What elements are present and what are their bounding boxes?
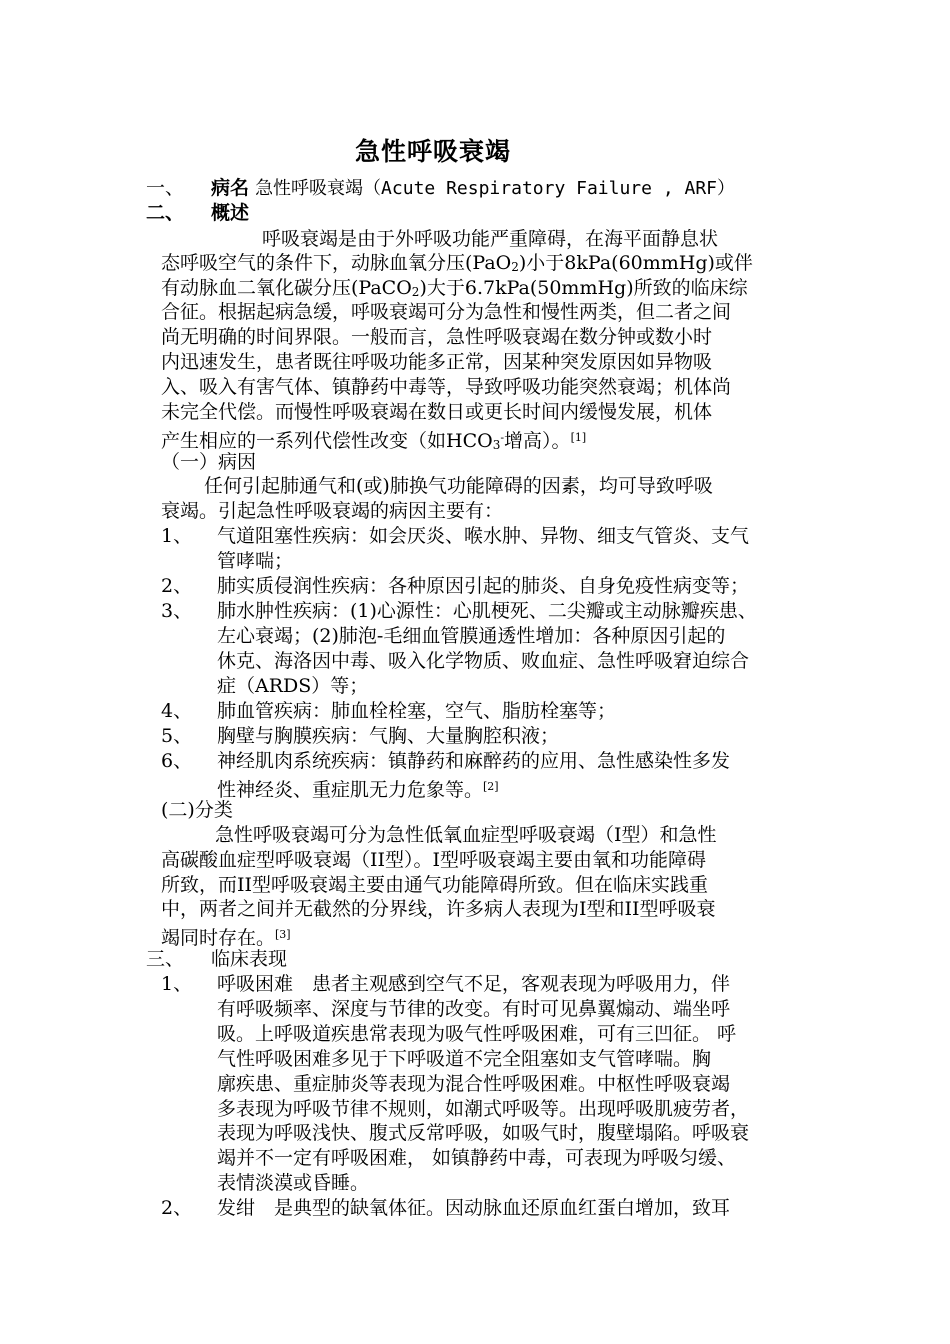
clinical-item-1-number: 1、 [161,973,193,995]
section-1-line [211,176,735,201]
classify-line-1: 急性呼吸衰竭可分为急性低氧血症型呼吸衰竭（I型）和急性 [215,824,717,846]
cause-intro-line-2: 衰竭。引起急性呼吸衰竭的病因主要有： [161,500,504,522]
page-title: 急性呼吸衰竭 [354,137,511,166]
clinical-item-1-line-7: 表现为呼吸浅快、腹式反常呼吸，如吸气时，腹壁塌陷。呼吸衰 [217,1122,750,1144]
overview-line-3: 有动脉血二氧化碳分压(PaCO$_2$)大于6.7kPa(50mmHg)所致的临床综 [161,277,748,299]
clinical-item-1-line-2: 有呼吸频率、深度与节律的改变。有时可见鼻翼煽动、端坐呼 [217,998,731,1020]
section-1-text: 急性呼吸衰竭（Acute Respiratory Failure , ARF） [255,178,736,199]
cause-intro-line-1: 任何引起肺通气和(或)肺换气功能障碍的因素，均可导致呼吸 [204,475,713,497]
cause-item-3-line-4: 症（ARDS）等； [217,675,369,697]
cause-item-3-line-1: 肺水肿性疾病：(1)心源性：心肌梗死、二尖瓣或主动脉瓣疾患、 [217,600,757,622]
section-1-number: 一、 [146,177,185,199]
cause-item-1-line-2: 管哮喘； [217,550,294,572]
classify-line-3: 所致，而II型呼吸衰竭主要由通气功能障碍所致。但在临床实践重 [161,874,709,896]
overview-line-6: 内迅速发生，患者既往呼吸功能多正常，因某种突发原因如异物吸 [161,351,713,373]
reference-1: [1] [570,431,587,444]
overview-line-5: 尚无明确的时间界限。一般而言，急性呼吸衰竭在数分钟或数小时 [161,326,713,348]
section-3-number: 三、 [146,948,185,970]
cause-item-3-line-3: 休克、海洛因中毒、吸入化学物质、败血症、急性呼吸窘迫综合 [217,650,750,672]
overview-line-7: 入、吸入有害气体、镇静药中毒等，导致呼吸功能突然衰竭；机体尚 [161,376,732,398]
cause-item-6-line-1: 神经肌肉系统疾病：镇静药和麻醉药的应用、急性感染性多发 [217,750,731,772]
clinical-item-2-line-1: 发绀 是典型的缺氧体征。因动脉血还原血红蛋白增加，致耳 [217,1197,731,1219]
reference-3: [3] [275,928,291,941]
overview-line-1: 呼吸衰竭是由于外呼吸功能严重障碍，在海平面静息状 [262,228,719,250]
cause-item-3-line-2: 左心衰竭；(2)肺泡-毛细血管膜通透性增加：各种原因引起的 [217,625,726,647]
cause-heading: （一）病因 [161,451,257,473]
cause-item-6-line-2: 性神经炎、重症肌无力危象等。[2] [217,779,499,801]
classify-heading: (二)分类 [161,799,233,821]
cause-item-5-number: 5、 [161,725,193,747]
section-2-label: 概述 [211,202,250,224]
cause-item-2-number: 2、 [161,575,193,597]
clinical-item-1-line-4: 气性呼吸困难多见于下呼吸道不完全阻塞如支气管哮喘。胸 [217,1048,712,1070]
classify-line-5: 竭同时存在。[3] [161,927,291,949]
clinical-item-1-line-6: 多表现为呼吸节律不规则，如潮式呼吸等。出现呼吸肌疲劳者， [217,1098,750,1120]
clinical-item-1-line-8: 竭并不一定有呼吸困难， 如镇静药中毒，可表现为呼吸匀缓、 [217,1147,737,1169]
overview-line-4: 合征。根据起病急缓，呼吸衰竭可分为急性和慢性两类，但二者之间 [161,301,732,323]
cause-item-4-line-1: 肺血管疾病：肺血栓栓塞，空气、脂肪栓塞等； [217,700,617,722]
cause-item-6-number: 6、 [161,750,193,772]
section-1-label: 病名 [211,177,250,199]
clinical-item-1-line-5: 廓疾患、重症肺炎等表现为混合性呼吸困难。中枢性呼吸衰竭 [217,1073,731,1095]
cause-item-1-line-1: 气道阻塞性疾病：如会厌炎、喉水肿、异物、细支气管炎、支气 [217,525,750,547]
overview-line-9: 产生相应的一系列代偿性改变（如$HCO_3^-$增高）。[1] [161,430,587,452]
cause-item-3-number: 3、 [161,600,193,622]
clinical-item-1-line-1: 呼吸困难 患者主观感到空气不足，客观表现为呼吸用力，伴 [217,973,731,995]
clinical-item-1-line-3: 吸。上呼吸道疾患常表现为吸气性呼吸困难，可有三凹征。 呼 [217,1023,737,1045]
overview-line-8: 未完全代偿。而慢性呼吸衰竭在数日或更长时间内缓慢发展，机体 [161,401,713,423]
cause-item-2-line-1: 肺实质侵润性疾病：各种原因引起的肺炎、自身免疫性病变等； [217,575,750,597]
reference-2: [2] [483,780,499,793]
section-3-label: 临床表现 [211,948,288,970]
cause-item-4-number: 4、 [161,700,193,722]
section-2-number: 二、 [146,202,185,224]
clinical-item-2-number: 2、 [161,1197,193,1219]
cause-item-1-number: 1、 [161,525,193,547]
clinical-item-1-line-9: 表情淡漠或昏睡。 [217,1172,370,1194]
overview-line-2: 态呼吸空气的条件下，动脉血氧分压(PaO$_2$)小于8kPa(60mmHg)或伴 [161,252,753,274]
classify-line-2: 高碳酸血症型呼吸衰竭（II型）。I型呼吸衰竭主要由氧和功能障碍 [161,849,707,871]
classify-line-4: 中，两者之间并无截然的分界线，许多病人表现为I型和II型呼吸衰 [161,898,716,920]
cause-item-5-line-1: 胸壁与胸膜疾病：气胸、大量胸腔积液； [217,725,560,747]
